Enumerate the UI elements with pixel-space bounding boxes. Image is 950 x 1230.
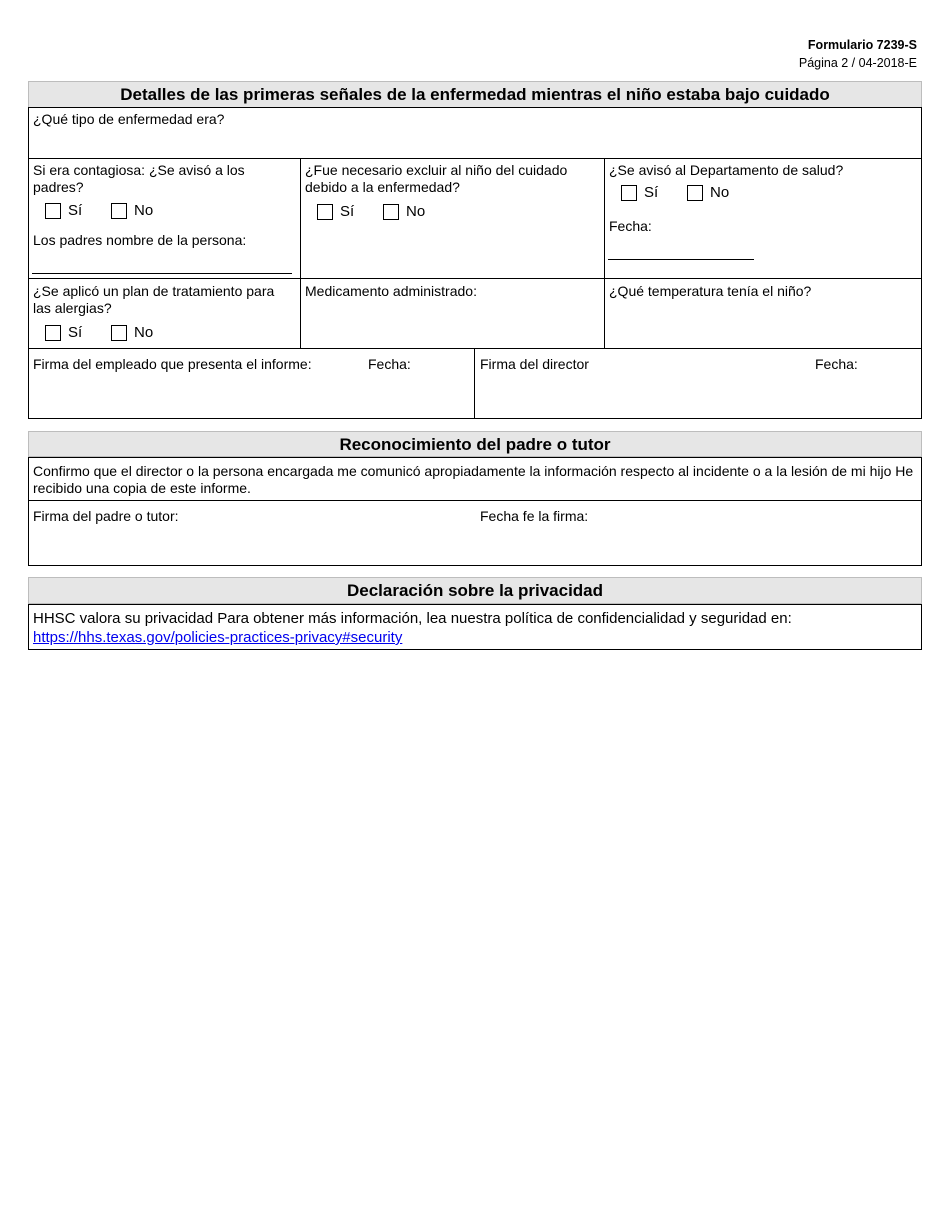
contagious-no-checkbox[interactable] (111, 203, 127, 219)
privacy-link[interactable]: https://hhs.texas.gov/policies-practices-privacy#security (33, 629, 403, 646)
contagious-yes-checkbox[interactable] (45, 203, 61, 219)
allergy-plan-label: ¿Se aplicó un plan de tratamiento para las alergias? (33, 283, 275, 316)
contagious-yes-label: Sí (68, 202, 83, 219)
temperature-label: ¿Qué temperatura tenía el niño? (609, 283, 812, 299)
form-number: Formulario 7239-S (807, 38, 917, 52)
allergy-no-checkbox[interactable] (111, 325, 127, 341)
page-info: Página 2 / 04-2018-E (798, 56, 917, 70)
employee-date-label: Fecha: (368, 356, 411, 372)
parents-name-label: Los padres nombre de la persona: (33, 232, 247, 248)
privacy-text-block (33, 609, 893, 647)
privacy-section-title: Declaración sobre la privacidad (28, 577, 922, 604)
confirmation-text: Confirmo que el director o la persona encargada me comunicó apropiadamente la información respecto al incidente o a la lesión de mi hijo He recibido una copia de este informe. (33, 463, 914, 496)
medication-label: Medicamento administrado: (305, 283, 477, 299)
allergy-yes-checkbox[interactable] (45, 325, 61, 341)
health-dept-label: ¿Se avisó al Departamento de salud? (609, 162, 844, 178)
parent-signature-label: Firma del padre o tutor: (33, 508, 179, 524)
exclude-yes-label: Sí (340, 203, 355, 220)
health-dept-no-label: No (710, 184, 730, 201)
employee-signature-label: Firma del empleado que presenta el informe: (33, 356, 312, 372)
divider (28, 278, 922, 279)
divider (28, 158, 922, 159)
divider (28, 348, 922, 349)
contagious-label: Si era contagiosa: ¿Se avisó a los padres? (33, 162, 245, 195)
divider (474, 348, 475, 419)
allergy-no-label: No (134, 324, 154, 341)
exclude-no-checkbox[interactable] (383, 204, 399, 220)
illness-section-title: Detalles de las primeras señales de la enfermedad mientras el niño estaba bajo cuidado (28, 81, 922, 108)
exclude-no-label: No (406, 203, 426, 220)
exclude-yes-checkbox[interactable] (317, 204, 333, 220)
health-dept-date-field[interactable] (608, 259, 754, 260)
director-signature-label: Firma del director (480, 356, 589, 372)
exclude-label: ¿Fue necesario excluir al niño del cuidado debido a la enfermedad? (305, 162, 568, 195)
health-dept-yes-label: Sí (644, 184, 659, 201)
illness-type-label: ¿Qué tipo de enfermedad era? (33, 111, 225, 127)
director-date-label: Fecha: (815, 356, 858, 372)
allergy-yes-label: Sí (68, 324, 83, 341)
signature-date-label: Fecha fe la firma: (480, 508, 589, 524)
divider (300, 158, 301, 348)
divider (604, 158, 605, 348)
health-dept-no-checkbox[interactable] (687, 185, 703, 201)
contagious-no-label: No (134, 202, 154, 219)
privacy-text: HHSC valora su privacidad Para obtener más información, lea nuestra política de confidencialidad y seguridad en: (33, 610, 792, 627)
parents-name-field[interactable] (32, 273, 292, 274)
divider (28, 500, 922, 501)
parent-section-title: Reconocimiento del padre o tutor (28, 431, 922, 457)
health-dept-yes-checkbox[interactable] (621, 185, 637, 201)
health-dept-date-label: Fecha: (609, 218, 652, 234)
